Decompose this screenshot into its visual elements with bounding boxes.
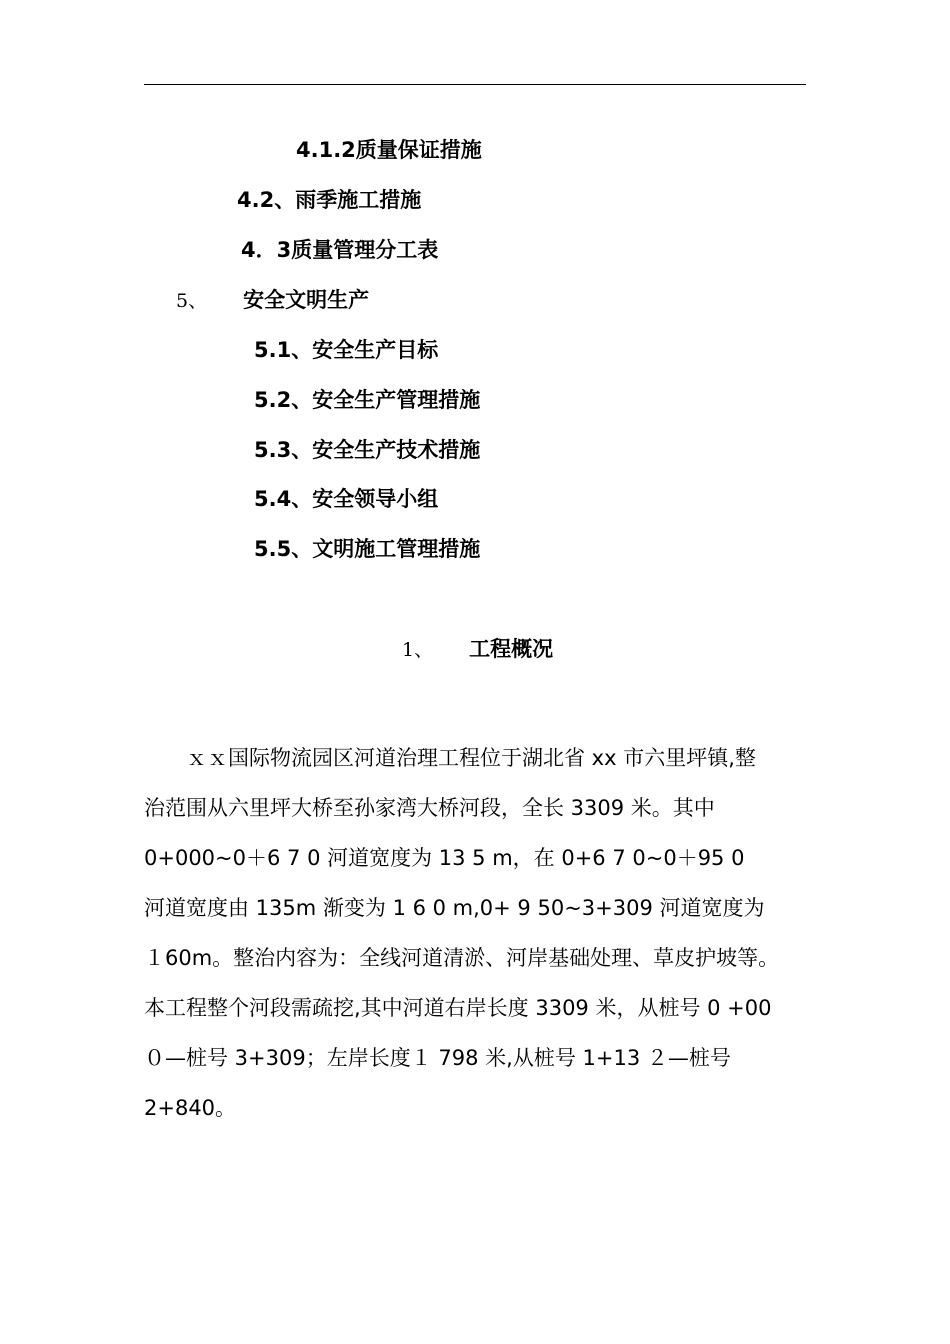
body-line: ｘｘ国际物流园区河道治理工程位于湖北省 xx 市六里坪镇,整 [186,746,756,770]
body-line: 2+840。 [144,1096,237,1120]
body-line: 治范围从六里坪大桥至孙家湾大桥河段，全长 3309 米。其中 [144,796,715,820]
toc-item-5-3[interactable] [254,435,480,465]
toc-item-4-3[interactable] [241,235,438,265]
body-line: ０—桩号 3+309；左岸长度１ 798 米,从桩号 1+13 ２—桩号 [144,1046,731,1070]
body-line: １60m。整治内容为：全线河道清淤、河岸基础处理、草皮护坡等。 [144,946,780,970]
header-rule [144,84,806,85]
body-line: 0+000~0＋6 7 0 河道宽度为 13 5 m，在 0+6 7 0~0＋95 0 [144,846,745,870]
toc-item-5-4[interactable] [254,484,438,514]
toc-item-5-5[interactable] [254,534,480,564]
toc-item-label: 5.5、文明施工管理措施 [254,537,481,561]
toc-item-label: 5.2、安全生产管理措施 [254,388,481,412]
body-paragraph [144,733,834,1133]
toc-item-5[interactable] [176,285,369,316]
toc-item-label: 4.1.2质量保证措施 [296,138,482,162]
body-line: 本工程整个河段需疏挖,其中河道右岸长度 3309 米，从桩号 0 +00 [144,996,772,1020]
toc-item-4-1-2[interactable] [296,135,482,165]
toc-item-label: 安全文明生产 [243,288,370,312]
section-number: 1、 [402,639,434,661]
toc-item-label: 5.1、安全生产目标 [254,338,439,362]
toc-item-label: 5.4、安全领导小组 [254,487,439,511]
toc-item-label: 4.2、雨季施工措施 [237,188,422,212]
section-title: 工程概况 [469,637,554,661]
section-heading [402,634,553,665]
toc-item-4-2[interactable] [237,185,421,215]
body-line: 河道宽度由 135m 渐变为 1 6 0 m,0+ 9 50~3+309 河道宽度为 [144,896,765,920]
toc-item-number: 5、 [176,290,208,312]
toc-item-label: 4．3质量管理分工表 [241,238,439,262]
toc-item-5-1[interactable] [254,335,438,365]
toc-item-5-2[interactable] [254,385,480,415]
toc-item-label: 5.3、安全生产技术措施 [254,438,481,462]
